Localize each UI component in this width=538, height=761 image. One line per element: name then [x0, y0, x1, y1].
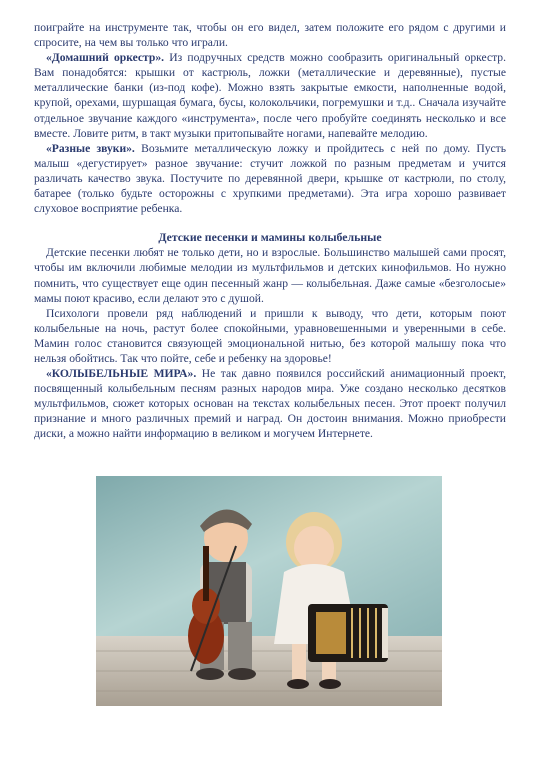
paragraph-home-orchestra-text: Из подручных средств можно сообразить оригинальный оркестр. Вам понадобятся: крышки от кастрюль, ложки (металлические и деревянные), пустые металлические банки (из-под кофе). Можно взять закрытые емкости, наполненные водой, крупой, орехами, шуршащая бумага, бусы, колокольчики, погремушки и т.д.. Сначала изучайте отдельное звучание каждого «инструмента», после чего пробуйте соединять несколько и все вместе. Ловите ритм, в такт музыки притопывайте ногами, напевайте мелодию. — [34, 51, 506, 140]
article-body — [34, 20, 506, 442]
children-music-photo — [96, 476, 442, 706]
accordion — [308, 604, 388, 662]
paragraph-continuation: поиграйте на инструменте так, чтобы он его видел, затем положите его рядом с другими и спросите, на чем вы только что играли. — [34, 21, 506, 50]
section-heading: Детские песенки и мамины колыбельные — [158, 230, 382, 245]
paragraph-home-orchestra-title: «Домашний оркестр». — [46, 51, 165, 65]
paragraph-songs: Детские песенки любят не только дети, но и взрослые. Большинство малышей сами просят, чтобы им включили любимые мелодии из мультфильмов и детских кинофильмов. Но нужно помнить, что существует еще один песенный жанр — колыбельная. Даже самые «безголосые» мамы поют красиво, если делают это с душой. — [34, 246, 506, 305]
paragraph-home-orchestra — [34, 50, 506, 141]
paragraph-psychologists: Психологи провели ряд наблюдений и пришли к выводу, что дети, которым поют колыбельные на ночь, растут более спокойными, уравновешенными и уверенными в себе. Мамин голос становится связующей эмоциональной нитью, без которой малышу пока что нельзя обойтись. Так что пойте, себе и ребенку на здоровье! — [34, 306, 506, 365]
section-spacer — [34, 216, 506, 230]
paragraph-different-sounds-title: «Разные звуки». — [46, 141, 135, 155]
wall-background — [96, 476, 442, 636]
paragraph-lullabies-world — [34, 366, 506, 441]
paragraph-different-sounds — [34, 141, 506, 216]
paragraph-lullabies-world-title: «КОЛЫБЕЛЬНЫЕ МИРА». — [46, 367, 197, 381]
paragraph-lullabies-world-text: Не так давно появился российский анимационный проект, посвященный колыбельным песням разных народов мира. Уже создано несколько десятков мультфильмов, сюжет которых основан на текстах колыбельных песен. Этот проект получил признание и много различных премий и наград. Он достоин внимания. Можно приобрести диски, а можно найти информацию в великом и могучем Интернете. — [34, 367, 506, 441]
paragraph-different-sounds-text: Возьмите металлическую ложку и пройдитесь с ней по дому. Пусть малыш «дегустирует» разное звучание: стучит ложкой по разным предметам и учится различать качество звука. Постучите по деревянной двери, крышке от кастрюли, по столу, батарее (только будьте осторожны с хрупкими предметами). Эта игра хорошо развивает слуховое восприятие ребенка. — [34, 141, 506, 216]
photo-illustration — [96, 476, 442, 706]
